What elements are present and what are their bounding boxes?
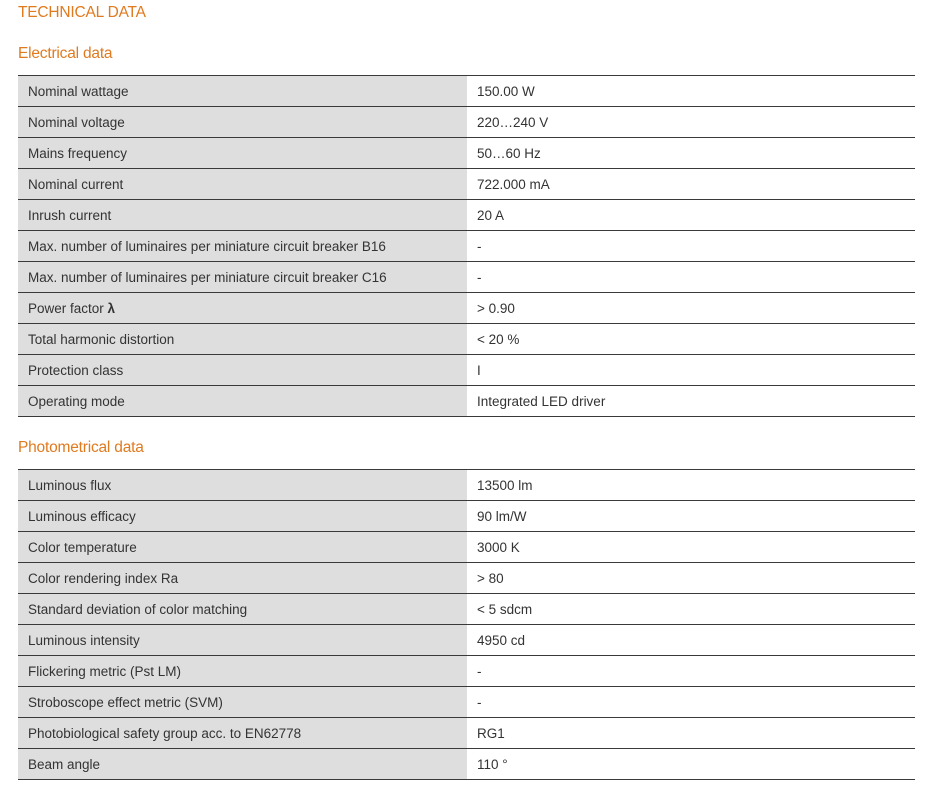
row-label: Stroboscope effect metric (SVM) [18, 687, 467, 718]
row-value: 220…240 V [467, 107, 915, 138]
row-label: Color temperature [18, 532, 467, 563]
row-value: 90 lm/W [467, 501, 915, 532]
table-row [18, 107, 915, 138]
row-label: Luminous flux [18, 470, 467, 501]
row-label: Flickering metric (Pst LM) [18, 656, 467, 687]
row-value: - [467, 687, 915, 718]
table-row [18, 138, 915, 169]
table-row [18, 293, 915, 324]
row-value: - [467, 656, 915, 687]
row-label: Max. number of luminaires per miniature circuit breaker C16 [18, 262, 467, 293]
table-row [18, 169, 915, 200]
row-label: Total harmonic distortion [18, 324, 467, 355]
table-row [18, 231, 915, 262]
row-value: I [467, 355, 915, 386]
table-row [18, 324, 915, 355]
row-label-power-factor [18, 293, 467, 324]
table-row [18, 200, 915, 231]
table-row [18, 563, 915, 594]
photometrical-data-table [18, 469, 915, 780]
row-label: Standard deviation of color matching [18, 594, 467, 625]
row-value: < 20 % [467, 324, 915, 355]
lambda-symbol: λ [107, 300, 116, 316]
row-value: Integrated LED driver [467, 386, 915, 417]
row-value: - [467, 231, 915, 262]
row-label: Nominal voltage [18, 107, 467, 138]
row-label: Beam angle [18, 749, 467, 780]
row-value: 150.00 W [467, 76, 915, 107]
table-row [18, 76, 915, 107]
row-value: - [467, 262, 915, 293]
row-label: Protection class [18, 355, 467, 386]
row-label: Power factor [28, 300, 104, 316]
row-label: Mains frequency [18, 138, 467, 169]
row-value: > 0.90 [467, 293, 915, 324]
page-heading: TECHNICAL DATA [18, 4, 146, 21]
electrical-data-table [18, 75, 915, 417]
table-row [18, 262, 915, 293]
table-row [18, 470, 915, 501]
row-label: Color rendering index Ra [18, 563, 467, 594]
photometrical-section-title: Photometrical data [18, 439, 144, 456]
row-value: 3000 K [467, 532, 915, 563]
row-value: 722.000 mA [467, 169, 915, 200]
row-value: 13500 lm [467, 470, 915, 501]
table-row [18, 355, 915, 386]
row-value: 50…60 Hz [467, 138, 915, 169]
row-label: Luminous efficacy [18, 501, 467, 532]
table-row [18, 532, 915, 563]
row-value: < 5 sdcm [467, 594, 915, 625]
table-row [18, 594, 915, 625]
row-label: Inrush current [18, 200, 467, 231]
row-label: Nominal current [18, 169, 467, 200]
row-value: RG1 [467, 718, 915, 749]
table-row [18, 749, 915, 780]
table-row [18, 625, 915, 656]
table-row [18, 718, 915, 749]
row-value: > 80 [467, 563, 915, 594]
electrical-section-title: Electrical data [18, 45, 113, 62]
row-label: Operating mode [18, 386, 467, 417]
row-value: 4950 cd [467, 625, 915, 656]
row-label: Nominal wattage [18, 76, 467, 107]
row-value: 110 ° [467, 749, 915, 780]
table-row [18, 656, 915, 687]
row-label: Max. number of luminaires per miniature circuit breaker B16 [18, 231, 467, 262]
table-row [18, 386, 915, 417]
row-value: 20 A [467, 200, 915, 231]
row-label: Photobiological safety group acc. to EN62778 [18, 718, 467, 749]
row-label: Luminous intensity [18, 625, 467, 656]
table-row [18, 501, 915, 532]
table-row [18, 687, 915, 718]
